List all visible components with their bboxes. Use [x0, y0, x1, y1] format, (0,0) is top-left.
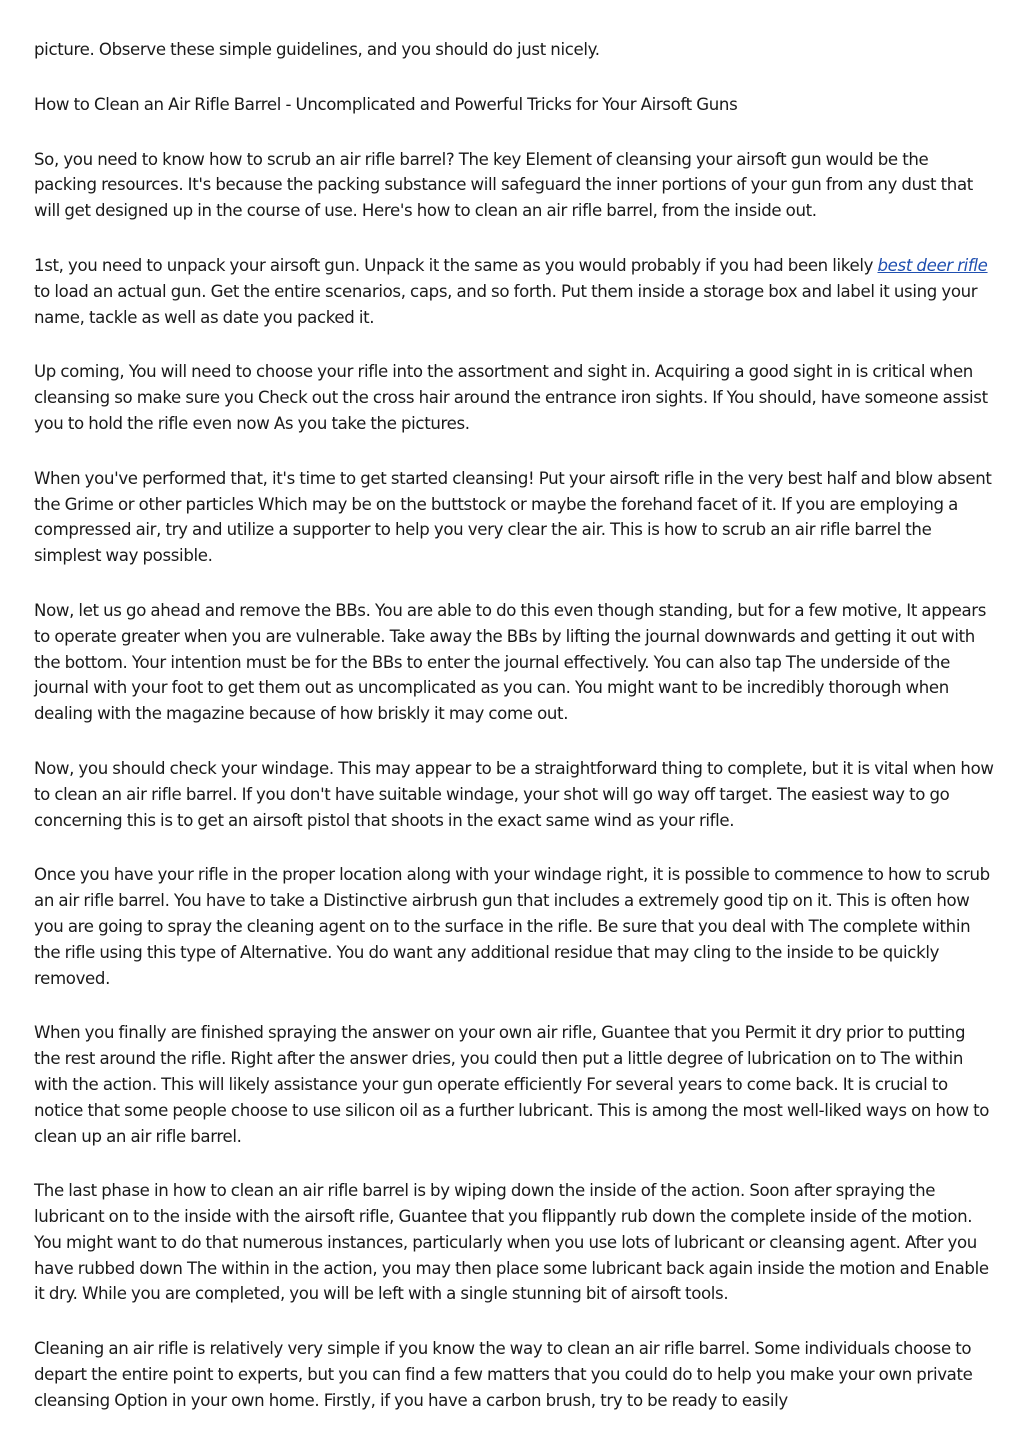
paragraph-remove-bbs: Now, let us go ahead and remove the BBs. You are able to do this even though standing, but for a few motive, It appears to operate greater when you are vulnerable. Take away the BBs by lifting the journal downwards and getting it out with the bottom. Your intention must be for the BBs to enter the journal effectively. You can also tap The underside of the journal with your foot to get them out as uncomplicated as you can. You might want to be incredibly thorough when dealing with the magazine because of how briskly it may come out. — [34, 600, 987, 724]
paragraph-sight-in: Up coming, You will need to choose your rifle into the assortment and sight in. Acquiring a good sight in is critical when cleansing so make sure you Check out the cross hair around the entrance iron sights. If You should, have someone assist you to hold the rifle even now As you take the pictures. — [34, 362, 988, 433]
article-title: How to Clean an Air Rifle Barrel - Uncomplicated and Powerful Tricks for Your Airsoft Guns — [34, 94, 738, 114]
paragraph-last-phase: The last phase in how to clean an air rifle barrel is by wiping down the inside of the action. Soon after spraying the lubricant on to the inside with the airsoft rifle, Guantee that you flippantly rub down the complete inside of the motion. You might want to do that numerous instances, particularly when you use lots of lubricant or cleansing agent. After you have rubbed down The within in the action, you may then place some lubricant back again inside the motion and Enable it dry. While you are completed, you will be left with a single stunning bit of airsoft tools. — [34, 1181, 989, 1304]
paragraph-conclusion: Cleaning an air rifle is relatively very simple if you know the way to clean an air rifle barrel. Some individuals choose to depart the entire point to experts, but you can find a few matters that you could do to help you make your own private cleansing Option in your own home. Firstly, if you have a carbon brush, try to be ready to easily — [34, 1339, 973, 1410]
paragraph-unpack-before: 1st, you need to unpack your airsoft gun. Unpack it the same as you would probably if you had been likely — [34, 255, 878, 275]
paragraph-lubrication: When you finally are finished spraying the answer on your own air rifle, Guantee that you Permit it dry prior to putting the rest around the rifle. Right after the answer dries, you could then put a little degree of lubrication on to The within with the action. This will likely assistance your gun operate efficiently For several years to come back. It is crucial to notice that some people choose to use silicon oil as a further lubricant. This is among the most well-liked ways on how to clean up an air rifle barrel. — [34, 1023, 990, 1146]
document-body — [34, 37, 994, 1443]
paragraph-start-cleansing: When you've performed that, it's time to get started cleansing! Put your airsoft rifle in the very best half and blow absent the Grime or other particles Which may be on the buttstock or maybe the forehand facet of it. If you are employing a compressed air, try and utilize a supporter to help you very clear the air. This is how to scrub an air rifle barrel the simplest way possible. — [34, 468, 992, 566]
paragraph-unpack — [34, 253, 994, 330]
paragraph-windage: Now, you should check your windage. This may appear to be a straightforward thing to complete, but it is vital when how to clean an air rifle barrel. If you don't have suitable windage, your shot will go way off target. The easiest way to go concerning this is to get an airsoft pistol that shoots in the exact same wind as your rifle. — [34, 758, 994, 830]
best-deer-rifle-link[interactable]: best deer rifle — [877, 255, 988, 275]
paragraph-unpack-after: to load an actual gun. Get the entire scenarios, caps, and so forth. Put them inside a storage box and label it using your name, tackle as well as date you packed it. — [34, 281, 978, 327]
paragraph-continuation: picture. Observe these simple guidelines, and you should do just nicely. — [34, 40, 600, 59]
paragraph-intro: So, you need to know how to scrub an air rifle barrel? The key Element of cleansing your airsoft gun would be the packing resources. It's because the packing substance will safeguard the inner portions of your gun from any dust that will get designed up in the course of use. Here's how to clean an air rifle barrel, from the inside out. — [34, 149, 973, 221]
paragraph-airbrush: Once you have your rifle in the proper location along with your windage right, it is possible to commence to how to scrub an air rifle barrel. You have to take a Distinctive airbrush gun that includes a extremely good tip on it. This is often how you are going to spray the cleaning agent on to the surface in the rifle. Be sure that you deal with The complete within the rifle using this type of Alternative. You do want any additional residue that may cling to the inside to be quickly removed. — [34, 865, 990, 988]
